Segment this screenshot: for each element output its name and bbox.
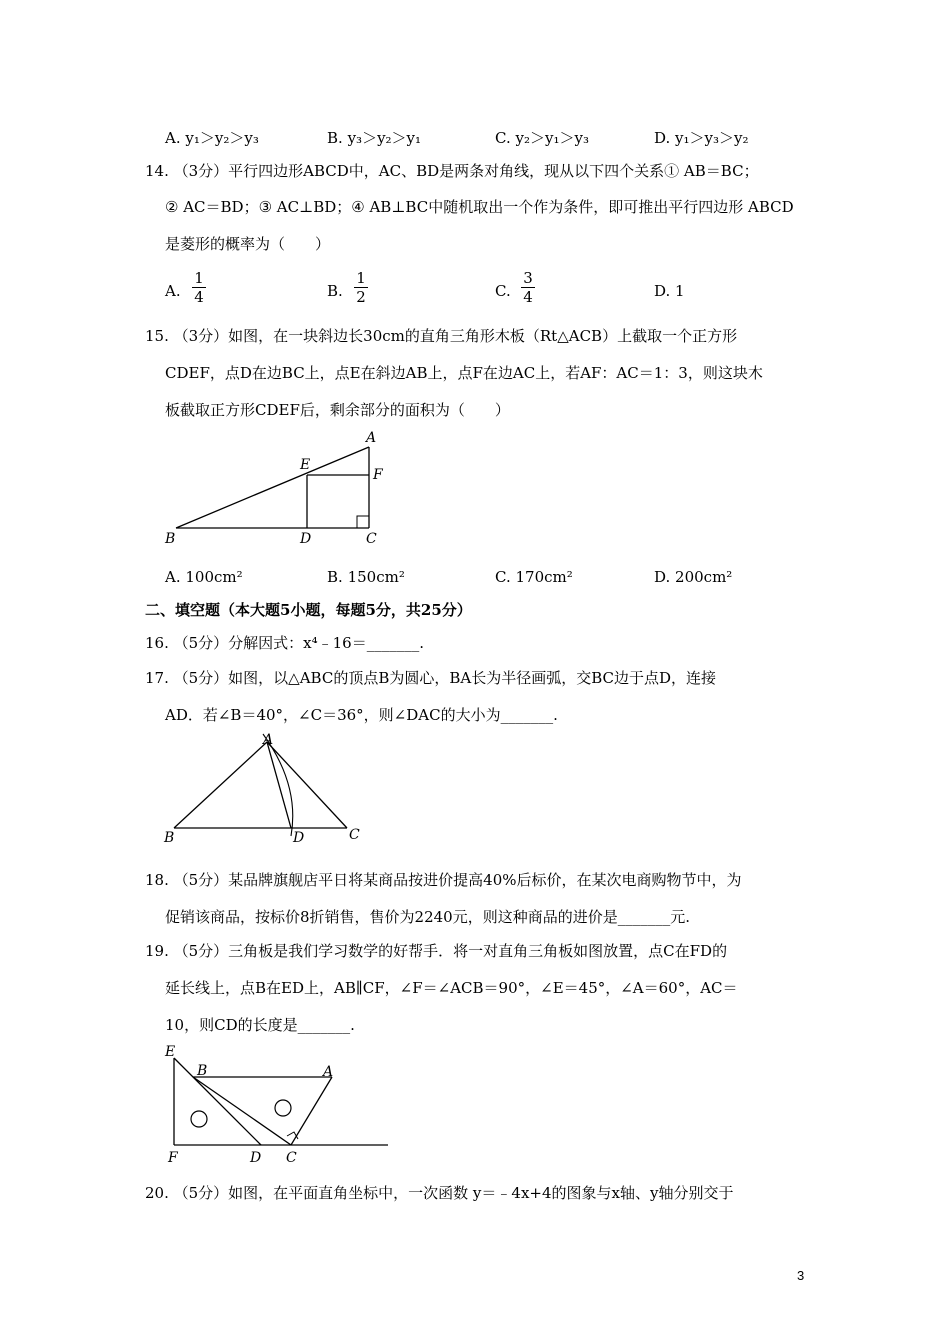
- q15-label-c: C: [366, 531, 377, 547]
- q19-line-1: 19. （5分）三角板是我们学习数学的好帮手．将一对直角三角板如图放置，点C在FD的: [145, 942, 728, 960]
- q17-figure-triangle-arc: [160, 730, 370, 848]
- q15-option-d: D. 200cm²: [654, 568, 733, 586]
- q14-option-a-fraction: 1 4: [192, 270, 206, 305]
- q19-label-b: B: [197, 1063, 208, 1079]
- q14-option-b-fraction: 1 2: [354, 270, 368, 305]
- q17-line-1: 17. （5分）如图，以△ABC的顶点B为圆心，BA长为半径画弧，交BC边于点D，连接: [145, 669, 716, 687]
- q13-option-a: A. y₁＞y₂＞y₃: [165, 129, 259, 147]
- q15-label-e: E: [300, 457, 311, 473]
- q14-option-d: D. 1: [654, 282, 685, 300]
- q14-option-c-label: C.: [495, 282, 511, 300]
- q13-option-c: C. y₂＞y₁＞y₃: [495, 129, 589, 147]
- q19-label-a: A: [323, 1064, 334, 1080]
- q17-line-2: AD．若∠B＝40°，∠C＝36°，则∠DAC的大小为_______.: [165, 706, 558, 724]
- q17-label-c: C: [349, 827, 360, 843]
- q19-hole-right: [275, 1100, 291, 1116]
- q14-option-b-label: B.: [327, 282, 343, 300]
- q14-line-3: 是菱形的概率为（ ）: [165, 235, 331, 253]
- q15-line-3: 板截取正方形CDEF后，剩余部分的面积为（ ）: [165, 401, 510, 419]
- section-2-title: 二、填空题（本大题5小题，每题5分，共25分）: [145, 601, 472, 619]
- q17-label-a: A: [263, 732, 274, 748]
- q19-hole-left: [191, 1111, 207, 1127]
- q18-line-2: 促销该商品，按标价8折销售，售价为2240元，则这种商品的进价是_______元.: [165, 908, 690, 926]
- q15-label-d: D: [300, 531, 312, 547]
- q19-label-f: F: [168, 1150, 178, 1166]
- q14-line-1: 14. （3分）平行四边形ABCD中，AC、BD是两条对角线，现从以下四个关系① AB＝BC；: [145, 162, 759, 180]
- q15-hypotenuse-ab: [176, 447, 369, 528]
- q17-label-d: D: [293, 830, 305, 846]
- q15-label-a: A: [366, 430, 377, 446]
- q14-option-a-label: A.: [165, 282, 181, 300]
- q19-label-c: C: [286, 1150, 297, 1166]
- q15-option-b: B. 150cm²: [327, 568, 405, 586]
- q19-figure-set-squares: [160, 1040, 395, 1170]
- page-number: 3: [797, 1268, 805, 1283]
- q13-option-b: B. y₃＞y₂＞y₁: [327, 129, 422, 147]
- q17-label-b: B: [164, 830, 175, 846]
- q19-label-e: E: [165, 1044, 176, 1060]
- q15-figure-triangle-square: [160, 425, 400, 550]
- q13-option-d: D. y₁＞y₃＞y₂: [654, 129, 749, 147]
- q15-option-c: C. 170cm²: [495, 568, 573, 586]
- q18-line-1: 18. （5分）某品牌旗舰店平日将某商品按进价提高40%后标价，在某次电商购物节中，为: [145, 871, 742, 889]
- q19-right-angle-mark: [287, 1132, 298, 1139]
- q19-side-bc: [193, 1077, 291, 1145]
- q19-side-ac: [291, 1077, 332, 1145]
- q19-line-2: 延长线上，点B在ED上，AB∥CF，∠F＝∠ACB＝90°，∠E＝45°，∠A＝60°，AC＝: [165, 979, 738, 997]
- q15-right-angle-mark: [357, 516, 369, 528]
- q15-label-f: F: [373, 467, 383, 483]
- q20-line-1: 20. （5分）如图，在平面直角坐标中，一次函数 y＝﹣4x+4的图象与x轴、y轴分别交于: [145, 1184, 734, 1202]
- q15-line-1: 15. （3分）如图，在一块斜边长30cm的直角三角形木板（Rt△ACB）上截取一个正方形: [145, 327, 738, 345]
- q14-line-2: ② AC＝BD；③ AC⊥BD；④ AB⊥BC中随机取出一个作为条件，即可推出平行四边形 ABCD: [165, 198, 794, 216]
- q14-option-c-fraction: 3 4: [521, 270, 535, 305]
- q15-label-b: B: [165, 531, 176, 547]
- q19-side-ed: [174, 1058, 261, 1145]
- q16-text: 16. （5分）分解因式：x⁴﹣16＝_______.: [145, 634, 424, 652]
- q15-option-a: A. 100cm²: [165, 568, 243, 586]
- q15-line-2: CDEF，点D在边BC上，点E在斜边AB上，点F在边AC上，若AF：AC＝1：3，则这块木: [165, 364, 763, 382]
- q19-line-3: 10，则CD的长度是_______.: [165, 1016, 355, 1034]
- q19-label-d: D: [250, 1150, 262, 1166]
- q17-side-ba: [174, 742, 267, 828]
